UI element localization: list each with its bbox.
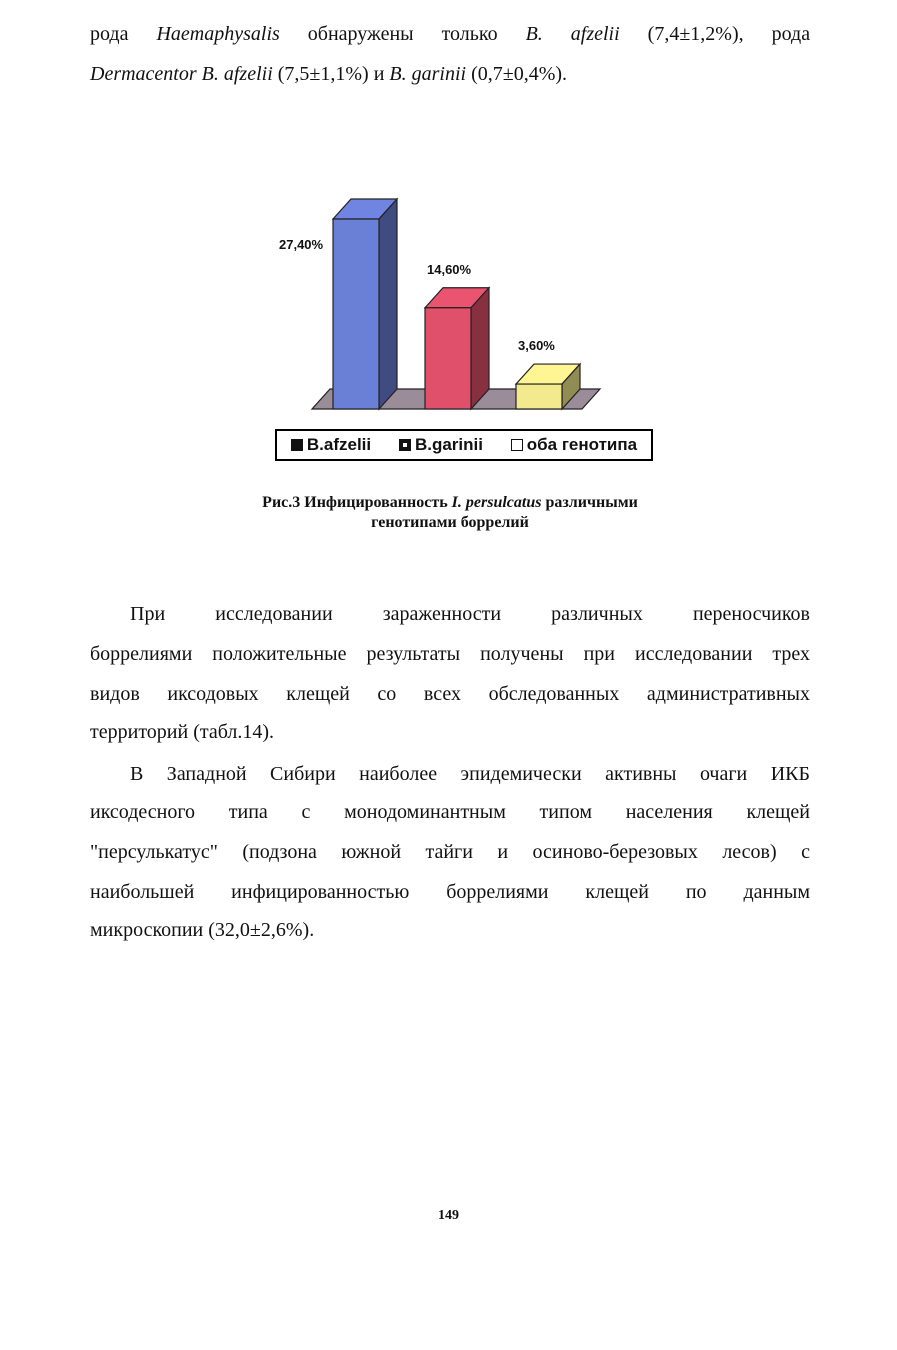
bars-group [279,199,600,409]
word: рода [90,23,129,45]
caption-text: генотипами боррелий [371,514,529,531]
data-label: 14,60% [427,261,472,277]
species-name: B. garinii [389,63,467,85]
value: (7,5±1,1%) и [277,63,385,85]
word: только [441,23,498,45]
chart-legend [275,429,653,461]
word: рода [771,23,811,45]
value: (7,4±1,2%), [647,23,744,45]
legend-item [291,435,371,455]
bar-side [471,288,489,409]
empty-swatch-icon [511,439,523,451]
legend-item [511,435,637,455]
caption-text: различными [541,494,638,511]
figure-caption [180,493,720,533]
data-label: 27,40% [279,237,324,253]
species-abbr: B. [525,23,543,45]
paragraph-line: видов иксодовых клещей со всех обследованных административных [90,683,810,705]
bar-side [379,199,397,409]
text-line [90,62,810,86]
species-name: afzelii [570,23,620,45]
paragraph-line: В Западной Сибири наиболее эпидемически активны очаги ИКБ [130,763,810,785]
word: обнаружены [307,23,414,45]
paragraph-line: боррелиями положительные результаты получены при исследовании трех [90,643,810,665]
caption-species: I. persulcatus [451,494,542,511]
species-name: B. afzelii [201,63,273,85]
bar [516,384,562,409]
caption-text: Рис.3 Инфицированность [262,494,452,511]
page-number: 149 [438,1208,459,1223]
bar-chart [270,180,630,420]
legend-label: B.garinii [414,435,483,454]
genus-name: Dermacentor [90,63,197,85]
text-line [90,22,810,46]
legend-label: B.afzelii [306,435,372,454]
paragraph-line: территорий (табл.14). [90,721,275,743]
solid-swatch-icon [291,439,303,451]
paragraph-line: микроскопии (32,0±2,6%). [90,919,315,941]
genus-name: Haemaphysalis [156,23,280,45]
paragraph-line: иксодесного типа с монодоминантным типом населения клещей [90,801,810,823]
legend-item [399,435,483,455]
bar [425,308,471,409]
bar [333,219,379,409]
value: (0,7±0,4%). [471,63,568,85]
paragraph-line: наибольшей инфицированностью боррелиями клещей по данным [90,881,810,903]
legend-label: оба генотипа [526,435,638,454]
paragraph-line: "персулькатус" (подзона южной тайги и осиново-березовых лесов) с [90,841,810,863]
paragraph-line: При исследовании зараженности различных переносчиков [130,603,810,625]
data-label: 3,60% [518,338,555,354]
pattern-swatch-icon [399,439,411,451]
